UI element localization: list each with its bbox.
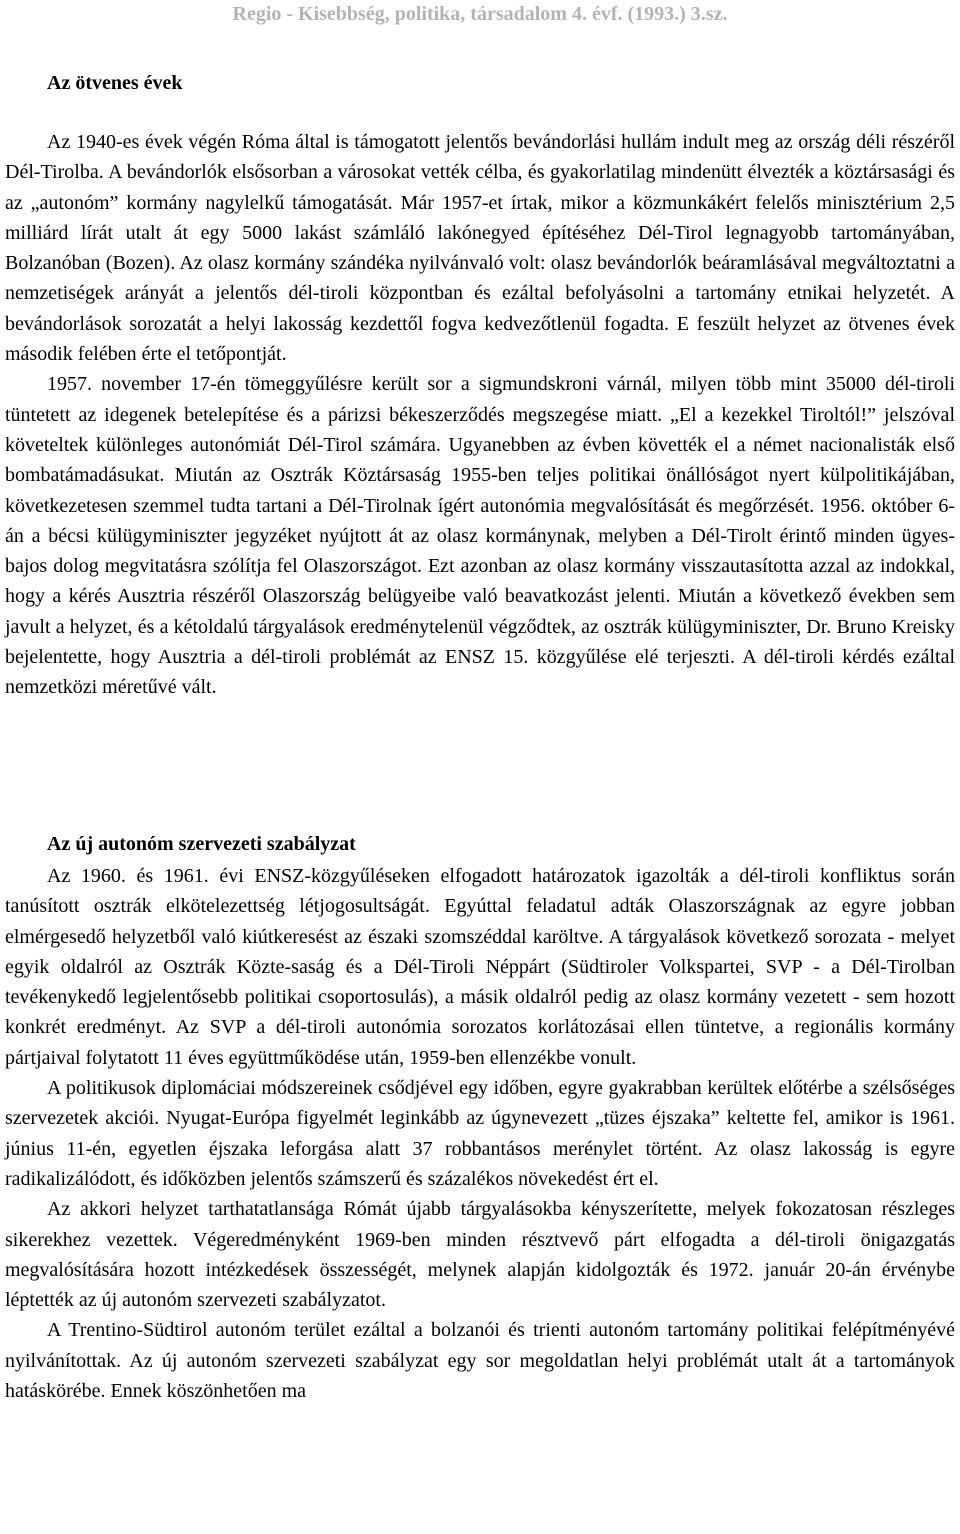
paragraph: A politikusok diplomáciai módszereinek csődjével egy időben, egyre gyakrabban kerültek előtérbe a szélsőséges szervezetek akciói. Nyugat-Európa figyelmét leginkább az úgynevezett „tüzes éjszaka” keltette fel, amikor is 1961. június 11-én, egyetlen éjszaka leforgása alatt 37 robbantásos merénylet történt. Az olasz lakosság is egyre radikalizálódott, és időközben jelentős számszerű és százalékos növekedést ért el. xyxy=(5,1077,955,1190)
paragraph: 1957. november 17-én tömeggyűlésre került sor a sigmundskroni várnál, milyen több mint 35000 dél-tiroli tüntetett az idegenek betelepítése és a párizsi békeszerződés megszegése miatt. „El a kezekkel Tiroltól!” jelszóval követeltek különleges autonómiát Dél-Tirol számára. Ugyanebben az évben követték el a német nacionalisták első bombatámadásukat. Miután az Osztrák Köztársaság 1955-ben teljes politikai önállóságot nyert külpolitikájában, következetesen szemmel tudta tartani a Dél-Tirolnak ígért autonómia megvalósítását és megőrzését. 1956. október 6-án a bécsi külügyminiszter jegyzéket nyújtott át az olasz kormánynak, melyben a Dél-Tirolt érintő minden ügyes-bajos dolog megvitatásra szólítja fel Olaszországot. Ezt azonban az olasz kormány visszautasította azzal az indokkal, hogy a kérés Ausztria részéről Olaszország belügyeibe való beavatkozást jelenti. Miután a következő években sem javult a helyzet, és a kétoldalú tárgyalások eredménytelenül végződtek, az osztrák külügyminiszter, Dr. Bruno Kreisky bejelentette, hogy Ausztria a dél-tiroli problémát az ENSZ 15. közgyűlése elé terjeszti. A dél-tiroli kérdés ezáltal nemzetközi méretűvé vált. xyxy=(5,373,955,699)
section-body xyxy=(5,861,955,1406)
paragraph: Az 1960. és 1961. évi ENSZ-közgyűléseken elfogadott határozatok igazolták a dél-tiroli konfliktus során tanúsított osztrák elkötelezettség létjogosultságát. Egyúttal feladatul adták Olaszországnak az egyre jobban elmérgesedő helyzetből való kiútkeresést az északi szomszéddal karöltve. A tárgyalások következő sorozata - melyet egyik oldalról az Osztrák Közte-saság és a Dél-Tiroli Néppárt (Südtiroler Volkspartei, SVP - a Dél-Tirolban tevékenykedő legjelentősebb politikai csoportosulás), a másik oldalról pedig az olasz kormány vezetett - sem hozott konkrét eredményt. Az SVP a dél-tiroli autonómia sorozatos korlátozásai ellen tüntetve, a regionális kormány pártjaival folytatott 11 éves együttműködése után, 1959-ben ellenzékbe vonult. xyxy=(5,865,955,1069)
paragraph: A Trentino-Südtirol autonóm terület ezáltal a bolzanói és trienti autonóm tartomány politikai felépítményévé nyilvánítottak. Az új autonóm szervezeti szabályzat egy sor megoldatlan helyi problémát utalt át a tartományok hatáskörébe. Ennek köszönhetően ma xyxy=(5,1319,955,1403)
paragraph: Az 1940-es évek végén Róma által is támogatott jelentős bevándorlási hullám indult meg az ország déli részéről Dél-Tirolba. A bevándorlók elsősorban a városokat vették célba, és gyakorlatilag mindenütt élvezték a köztársasági és az „autonóm” kormány nagylelkű támogatását. Már 1957-et írtak, mikor a közmunkákért felelős minisztérium 2,5 milliárd lírát utalt át egy 5000 lakást számláló lakónegyed építéséhez Dél-Tirol legnagyobb tartományában, Bolzanóban (Bozen). Az olasz kormány szándéka nyilvánvaló volt: olasz bevándorlók beáramlásával megváltoztatni a nemzetiségek arányát a jelentős dél-tiroli központban és ezáltal befolyásolni a tartomány etnikai helyzetét. A bevándorlások sorozatát a helyi lakosság kezdettől fogva kedvezőtlenül fogadta. E feszült helyzet az ötvenes évek második felében érte el tetőpontját. xyxy=(5,131,955,366)
paragraph: Az akkori helyzet tarthatatlansága Rómát újabb tárgyalásokba kényszerítette, melyek fokozatosan részleges sikerekhez vezettek. Végeredményként 1969-ben minden résztvevő párt elfogadta a dél-tiroli önigazgatás megvalósítására hozott intézkedések összességét, melynek alapján kidolgozták és 1972. január 20-án érvénybe léptették az új autonóm szervezeti szabályzatot. xyxy=(5,1198,955,1312)
running-header: Regio - Kisebbség, politika, társadalom 4. évf. (1993.) 3.sz. xyxy=(232,3,728,25)
section-heading: Az új autonóm szervezeti szabályzat xyxy=(47,833,356,855)
section-body xyxy=(5,127,955,703)
section-heading: Az ötvenes évek xyxy=(47,72,183,94)
